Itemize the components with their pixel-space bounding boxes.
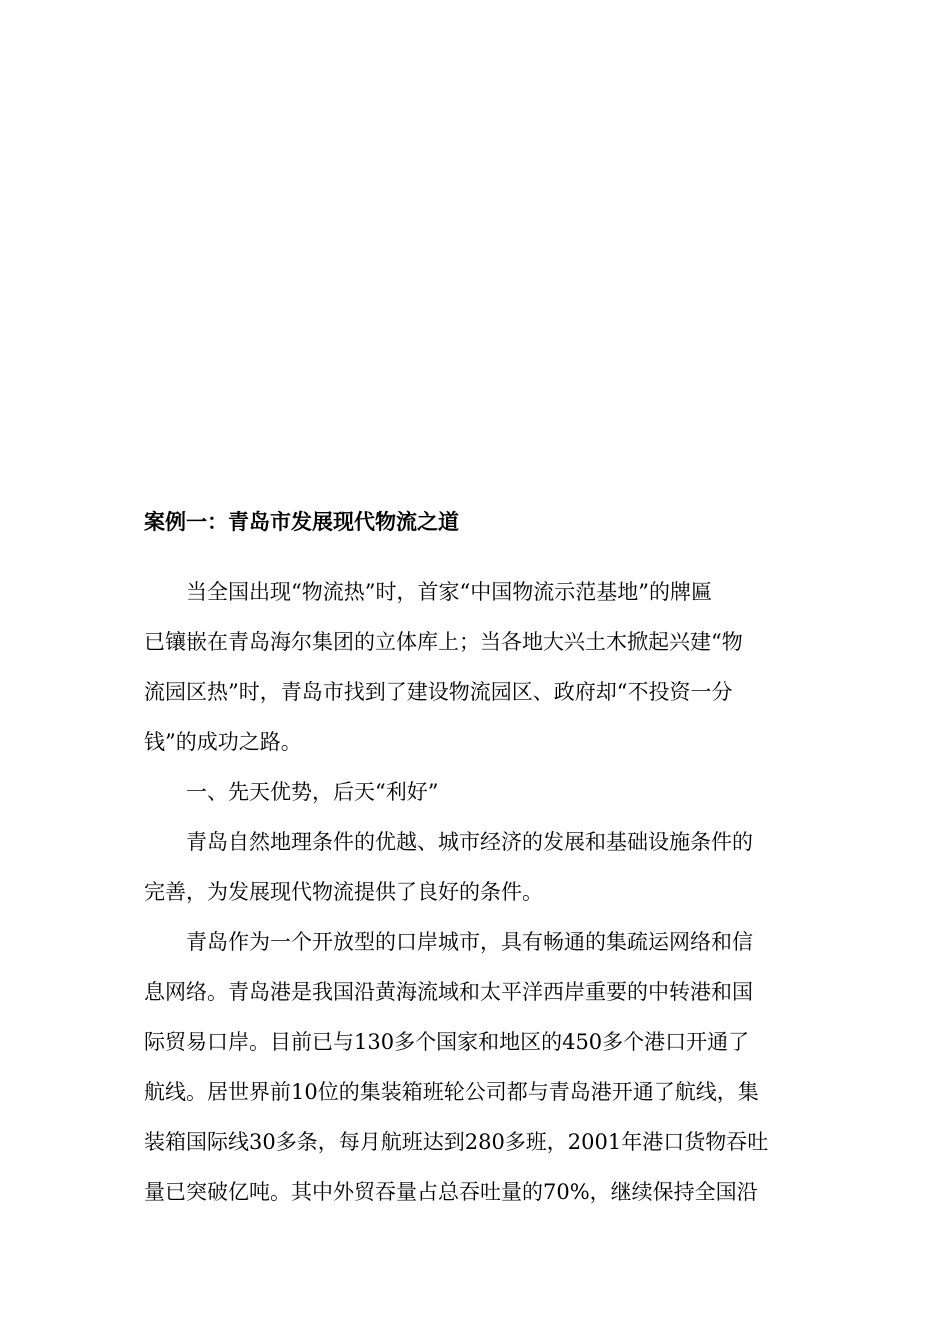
paragraph-line: 钱”的成功之路。 [144, 730, 302, 754]
paragraph-line: 青岛自然地理条件的优越、城市经济的发展和基础设施条件的 [144, 830, 753, 854]
paragraph-line: 完善，为发展现代物流提供了良好的条件。 [144, 880, 543, 904]
paragraph-line: 际贸易口岸。目前已与130多个国家和地区的450多个港口开通了 [144, 1030, 750, 1054]
paragraph-line: 装箱国际线30多条，每月航班达到280多班，2001年港口货物吞吐 [144, 1130, 769, 1154]
paragraph-line: 量已突破亿吨。其中外贸吞量占总吞吐量的70%，继续保持全国沿 [144, 1180, 758, 1204]
paragraph-line: 已镶嵌在青岛海尔集团的立体库上；当各地大兴土木掀起兴建“物 [144, 630, 743, 654]
paragraph-line: 当全国出现“物流热”时，首家“中国物流示范基地”的牌匾 [144, 580, 712, 604]
paragraph-line: 息网络。青岛港是我国沿黄海流域和太平洋西岸重要的中转港和国 [144, 980, 753, 1004]
paragraph-line: 航线。居世界前10位的集装箱班轮公司都与青岛港开通了航线，集 [144, 1080, 759, 1104]
paragraph-line: 流园区热”时，青岛市找到了建设物流园区、政府却“不投资一分 [144, 680, 733, 704]
section-heading: 一、先天优势，后天“利好” [144, 780, 439, 804]
document-title: 案例一：青岛市发展现代物流之道 [144, 510, 459, 534]
paragraph-line: 青岛作为一个开放型的口岸城市，具有畅通的集疏运网络和信 [144, 930, 753, 954]
